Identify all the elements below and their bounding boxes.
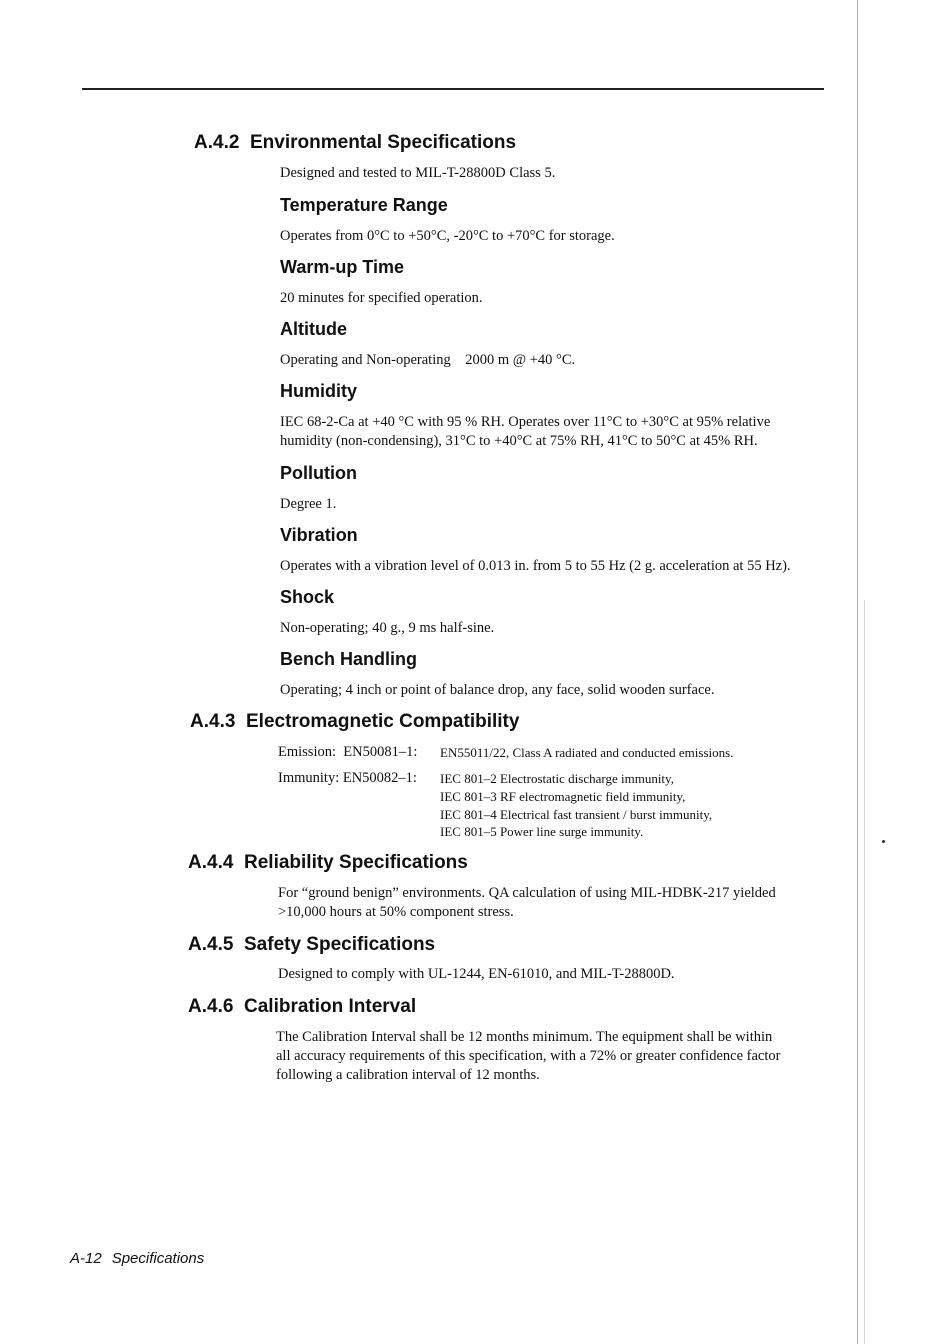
section-intro: Designed and tested to MIL-T-28800D Class 5. — [280, 165, 556, 181]
emission-value: EN55011/22, Class A radiated and conducted emissions. — [440, 745, 734, 760]
section-heading-a42 — [194, 132, 516, 154]
temperature-text: Operates from 0°C to +50°C, -20°C to +70°C for storage. — [280, 228, 615, 244]
subheading-humidity: Humidity — [280, 381, 358, 401]
section-number: A.4.4 — [188, 852, 234, 873]
page-edge-line — [857, 0, 858, 1344]
immunity-value-3: IEC 801–4 Electrical fast transient / burst immunity, — [440, 807, 713, 822]
calibration-line-1: The Calibration Interval shall be 12 months minimum. The equipment shall be within — [276, 1029, 773, 1045]
humidity-line-2: humidity (non-condensing), 31°C to +40°C at 75% RH, 41°C to 50°C at 45% RH. — [280, 433, 758, 449]
subheading-vibration: Vibration — [280, 525, 358, 545]
subheading-warmup: Warm-up Time — [280, 257, 405, 277]
subheading-temperature: Temperature Range — [280, 195, 448, 215]
section-number: A.4.5 — [188, 934, 234, 955]
shock-text: Non-operating; 40 g., 9 ms half-sine. — [280, 620, 495, 636]
header-rule — [82, 88, 824, 90]
page-number: A-12 — [70, 1250, 102, 1267]
safety-text: Designed to comply with UL-1244, EN-61010, and MIL-T-28800D. — [278, 966, 675, 982]
footer-title: Specifications — [111, 1250, 205, 1267]
reliability-line-2: >10,000 hours at 50% component stress. — [278, 904, 514, 920]
immunity-value-2: IEC 801–3 RF electromagnetic field immunity, — [440, 789, 686, 804]
section-title: Calibration Interval — [244, 996, 417, 1017]
reliability-line-1: For “ground benign” environments. QA calculation of using MIL-HDBK-217 yielded — [278, 885, 776, 901]
section-number: A.4.3 — [190, 711, 236, 732]
section-heading-a44 — [188, 852, 468, 874]
section-heading-a43 — [190, 711, 519, 733]
humidity-line-1: IEC 68-2-Ca at +40 °C with 95 % RH. Operates over 11°C to +30°C at 95% relative — [280, 414, 771, 430]
section-title: Environmental Specifications — [250, 132, 517, 153]
page-footer — [70, 1250, 204, 1267]
subheading-bench-handling: Bench Handling — [280, 649, 418, 669]
scan-speck — [882, 840, 885, 843]
page-edge-line-secondary — [864, 600, 865, 1344]
pollution-text: Degree 1. — [280, 496, 337, 512]
calibration-line-3: following a calibration interval of 12 months. — [276, 1067, 540, 1083]
altitude-text: Operating and Non-operating 2000 m @ +40 °C. — [280, 352, 576, 368]
subheading-pollution: Pollution — [280, 463, 357, 483]
subheading-altitude: Altitude — [280, 319, 347, 339]
immunity-label: Immunity: EN50082–1: — [278, 770, 417, 786]
vibration-text: Operates with a vibration level of 0.013 in. from 5 to 55 Hz (2 g. acceleration at 55 Hz). — [280, 558, 791, 574]
immunity-value-1: IEC 801–2 Electrostatic discharge immunity, — [440, 771, 674, 786]
section-number: A.4.6 — [188, 996, 234, 1017]
warmup-text: 20 minutes for specified operation. — [280, 290, 483, 306]
immunity-value-4: IEC 801–5 Power line surge immunity. — [440, 824, 644, 839]
calibration-line-2: all accuracy requirements of this specification, with a 72% or greater confidence factor — [276, 1048, 781, 1064]
section-heading-a45 — [188, 934, 435, 956]
bench-handling-text: Operating; 4 inch or point of balance drop, any face, solid wooden surface. — [280, 682, 715, 698]
section-title: Safety Specifications — [244, 934, 436, 955]
subheading-shock: Shock — [280, 587, 335, 607]
section-title: Electromagnetic Compatibility — [246, 711, 520, 732]
section-number: A.4.2 — [194, 132, 240, 153]
emission-label: Emission: EN50081–1: — [278, 744, 418, 760]
section-title: Reliability Specifications — [244, 852, 468, 873]
section-heading-a46 — [188, 996, 416, 1018]
